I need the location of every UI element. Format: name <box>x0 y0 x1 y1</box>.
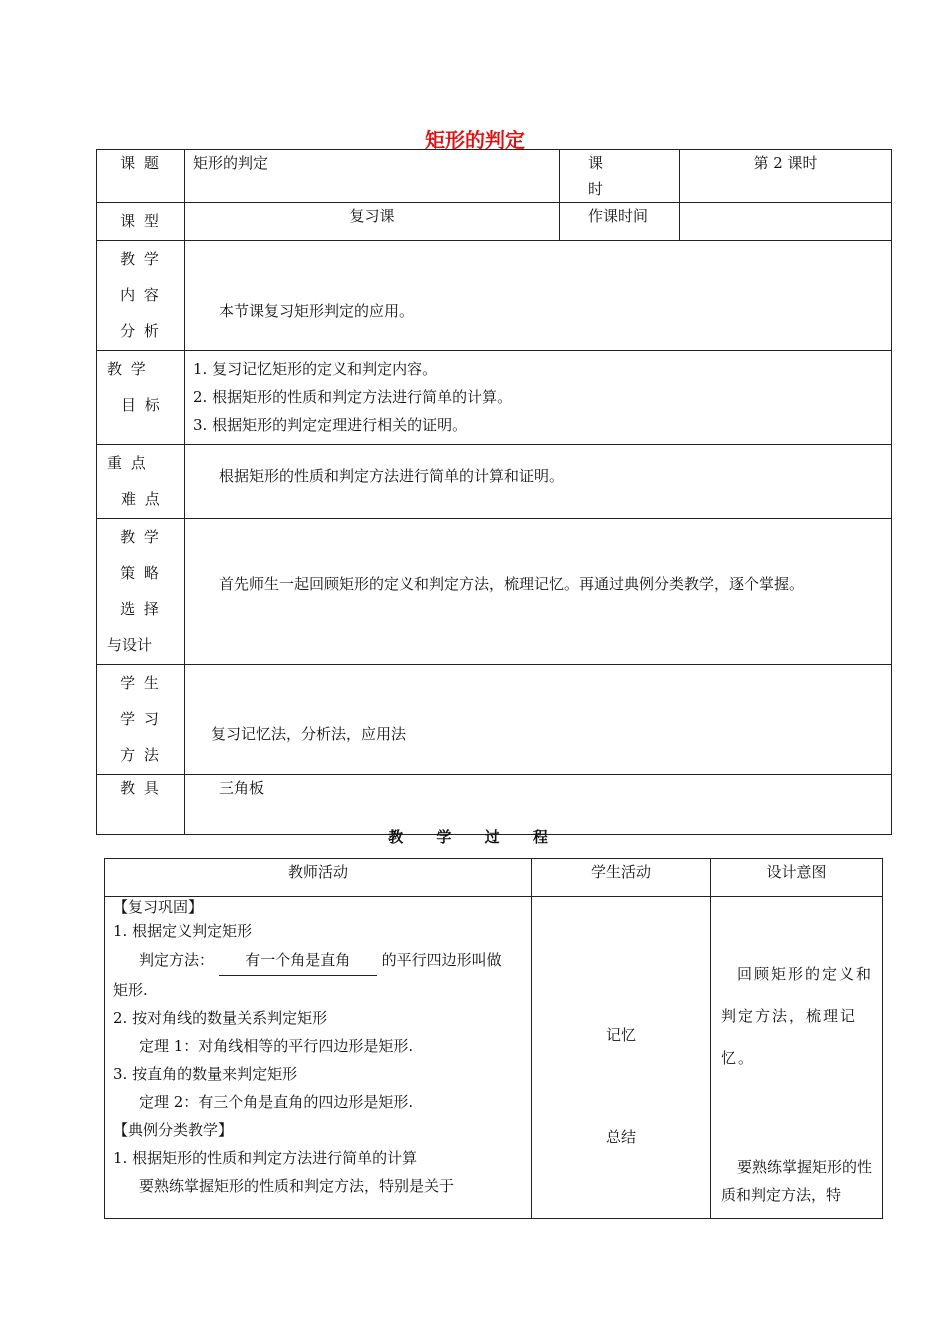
type-label: 课 型 <box>97 203 185 241</box>
intent-1: 回顾矩形的定义和判定方法，梳理记忆。 <box>721 965 874 1067</box>
topic-label: 课 题 <box>97 150 185 203</box>
answer-blank: 有一个角是直角 <box>219 945 377 976</box>
key-label-2: 难 点 <box>121 490 162 508</box>
content-label-2: 内 容 <box>120 286 161 304</box>
process-section-title: 教 学 过 程 <box>388 828 562 846</box>
example-item-1: 1. 根据矩形的性质和判定方法进行简单的计算 <box>113 1149 418 1167</box>
review-item-2: 2. 按对角线的数量关系判定矩形 <box>113 1009 328 1027</box>
review-item-3: 3. 按直角的数量来判定矩形 <box>113 1065 298 1083</box>
document-title: 矩形的判定 <box>425 128 525 152</box>
goal-1: 1. 复习记忆矩形的定义和判定内容。 <box>193 360 438 378</box>
key-value: 根据矩形的性质和判定方法进行简单的计算和证明。 <box>219 467 565 485</box>
header-student: 学生活动 <box>532 859 711 897</box>
row-strategy <box>97 519 892 665</box>
method-label-2: 学 习 <box>120 710 161 728</box>
lesson-info-table <box>96 149 892 835</box>
method-suffix: 的平行四边形叫做 <box>381 951 502 969</box>
content-value: 本节课复习矩形判定的应用。 <box>219 302 415 320</box>
method-label-3: 方 法 <box>120 746 161 764</box>
content-label-1: 教 学 <box>120 250 161 268</box>
tools-label: 教 具 <box>97 775 185 835</box>
theorem-2: 定理 2：有三个角是直角的四边形是矩形. <box>139 1093 414 1111</box>
review-item-1: 1. 根据定义判定矩形 <box>113 922 253 940</box>
strategy-label-3: 选 择 <box>120 600 161 618</box>
row-key <box>97 445 892 519</box>
header-teacher: 教师活动 <box>105 859 532 897</box>
student-activity-1: 记忆 <box>605 1026 636 1044</box>
strategy-label-4: 与设计 <box>107 636 153 654</box>
strategy-label-1: 教 学 <box>120 528 161 546</box>
review-item-1-tail: 矩形. <box>113 981 148 999</box>
header-intent: 设计意图 <box>711 859 883 897</box>
row-topic <box>97 150 892 203</box>
teaching-process-table <box>104 858 883 1219</box>
key-label-1: 重 点 <box>107 454 148 472</box>
review-heading: 【复习巩固】 <box>113 898 204 916</box>
time-value <box>680 203 892 241</box>
method-prefix: 判定方法： <box>139 951 215 969</box>
process-header-row <box>105 859 883 897</box>
row-type <box>97 203 892 241</box>
goals-label-2: 目 标 <box>121 396 162 414</box>
strategy-value: 首先师生一起回顾矩形的定义和判定方法，梳理记忆。再通过典例分类教学，逐个掌握。 <box>219 575 805 593</box>
type-value: 复习课 <box>185 203 560 241</box>
intent-2: 要熟练掌握矩形的性质和判定方法，特 <box>721 1158 873 1204</box>
process-body-row <box>105 897 883 1219</box>
method-label-1: 学 生 <box>120 674 161 692</box>
period-value: 第 2 课时 <box>680 150 892 203</box>
student-activity-2: 总结 <box>605 1128 636 1146</box>
row-method <box>97 665 892 775</box>
content-label-3: 分 析 <box>120 322 161 340</box>
row-goals <box>97 351 892 445</box>
time-label: 作课时间 <box>560 203 680 241</box>
strategy-label-2: 策 略 <box>120 564 161 582</box>
goal-2: 2. 根据矩形的性质和判定方法进行简单的计算。 <box>193 388 513 406</box>
tools-value: 三角板 <box>219 779 265 797</box>
goal-3: 3. 根据矩形的判定定理进行相关的证明。 <box>193 416 468 434</box>
method-value: 复习记忆法，分析法，应用法 <box>211 725 407 743</box>
example-heading: 【典例分类教学】 <box>113 1121 234 1139</box>
example-item-1-desc: 要熟练掌握矩形的性质和判定方法，特别是关于 <box>139 1177 455 1195</box>
row-content <box>97 241 892 351</box>
topic-value: 矩形的判定 <box>185 150 560 203</box>
goals-label-1: 教 学 <box>107 360 148 378</box>
period-label: 课 时 <box>588 154 630 198</box>
theorem-1: 定理 1：对角线相等的平行四边形是矩形. <box>139 1037 414 1055</box>
